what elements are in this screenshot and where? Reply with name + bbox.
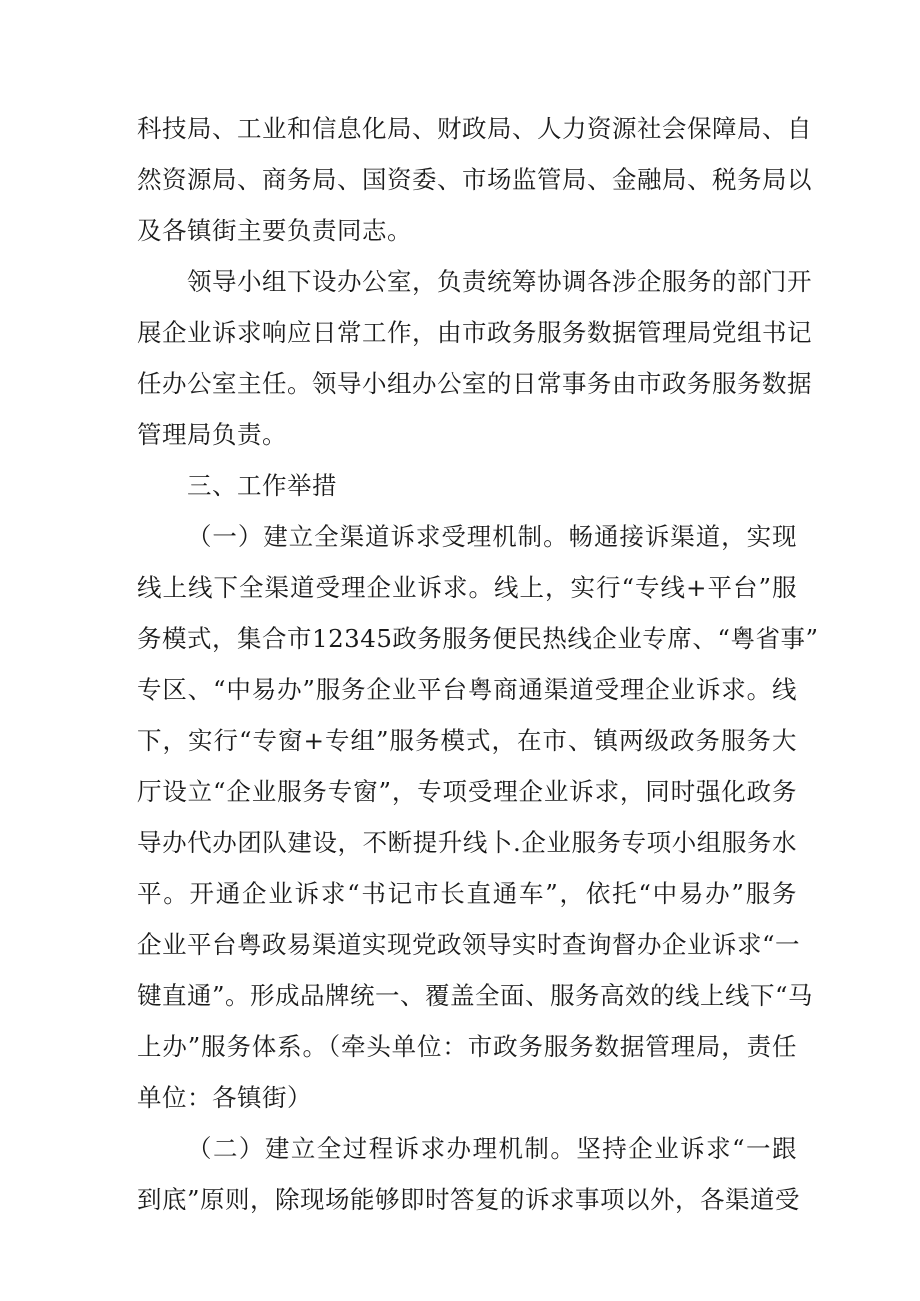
text-line-16: 平。开通企业诉求“书记市长直通车”，依托“中易办”服务 xyxy=(137,879,797,908)
text-line-4: 领导小组下设办公室，负责统筹协调各涉企服务的部门开 xyxy=(187,267,812,296)
text-line-19: 上办”服务体系。（牵头单位：市政务服务数据管理局，责任 xyxy=(137,1032,797,1061)
text-line-9: （一）建立全渠道诉求受理机制。畅通接诉渠道，实现 xyxy=(187,522,797,551)
text-line-17: 企业平台粤政易渠道实现党政领导实时查询督办企业诉求“一 xyxy=(137,930,801,959)
text-line-15: 导办代办团队建设，不断提升线卜.企业服务专项小组服务水 xyxy=(137,828,797,857)
text-line-5: 展企业诉求响应日常工作，由市政务服务数据管理局党组书记 xyxy=(137,318,812,347)
text-line-1: 科技局、工业和信息化局、财政局、人力资源社会保障局、自 xyxy=(137,114,812,143)
text-line-7: 管理局负责。 xyxy=(137,420,287,449)
text-line-20: 单位：各镇街） xyxy=(137,1083,312,1112)
body-text xyxy=(137,103,819,1225)
text-line-12: 专区、“中易办”服务企业平台粤商通渠道受理企业诉求。线 xyxy=(137,675,797,704)
section-heading: 三、工作举措 xyxy=(187,471,337,500)
text-line-6: 任办公室主任。领导小组办公室的日常事务由市政务服务数据 xyxy=(137,369,812,398)
text-line-13: 下，实行“专窗+专组”服务模式，在市、镇两级政务服务大 xyxy=(137,726,797,755)
text-line-21: （二）建立全过程诉求办理机制。坚持企业诉求“一跟 xyxy=(187,1134,797,1163)
text-line-14: 厅设立“企业服务专窗”，专项受理企业诉求，同时强化政务 xyxy=(137,777,797,806)
text-line-3: 及各镇街主要负责同志。 xyxy=(137,216,412,245)
text-line-2: 然资源局、商务局、国资委、市场监管局、金融局、税务局以 xyxy=(137,165,812,194)
text-line-10: 线上线下全渠道受理企业诉求。线上，实行“专线+平台”服 xyxy=(137,573,797,602)
text-line-22: 到底”原则，除现场能够即时答复的诉求事项以外，各渠道受 xyxy=(137,1185,801,1214)
text-line-11: 务模式，集合市12345政务服务便民热线企业专席、“粤省事” xyxy=(137,624,819,653)
text-line-18: 键直通”。形成品牌统一、覆盖全面、服务高效的线上线下“马 xyxy=(137,981,814,1010)
